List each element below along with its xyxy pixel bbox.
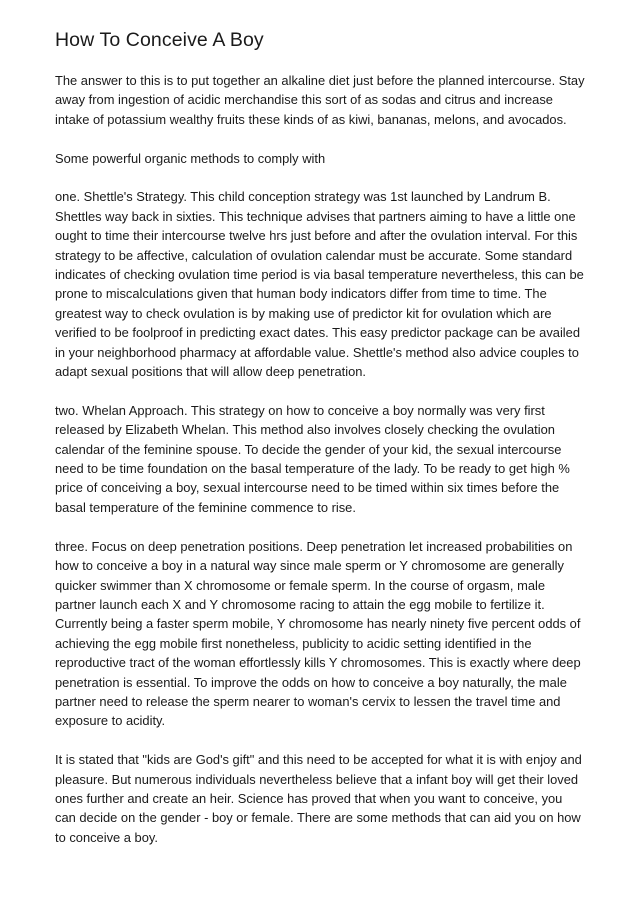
text-line: pleasure. But numerous individuals nevertheless believe that a infant boy will get their loved — [55, 771, 579, 787]
text-line: Shettles way back in sixties. This technique advises that partners aiming to have a little one — [55, 208, 576, 224]
text-line: need to be time foundation on the basal temperature of the lady. To be ready to get high % — [55, 461, 570, 477]
text-line: The answer to this is to put together an alkaline diet just before the planned intercourse. Stay — [55, 73, 585, 88]
text-line: It is stated that "kids are God's gift" and this need to be accepted for what it is with enjoy and — [55, 752, 582, 768]
text-line: quicker swimmer than X chromosome or female sperm. In the course of orgasm, male — [55, 577, 546, 593]
text-line: in your neighborhood pharmacy at affordable value. Shettle's method also advice couples to — [55, 344, 579, 360]
text-line: price of conceiving a boy, sexual intercourse need to be timed within six times before the — [55, 480, 560, 496]
text-line: exposure to acidity. — [55, 713, 166, 729]
text-line: away from ingestion of acidic merchandise this sort of as sodas and citrus and increase — [55, 92, 553, 108]
text-line: adapt sexual positions that will allow deep penetration. — [55, 364, 367, 380]
text-line: to conceive a boy. — [55, 829, 158, 845]
text-line: how to conceive a boy in a natural way since male sperm or Y chromosome are generally — [55, 558, 564, 574]
document-body — [55, 71, 603, 847]
text-line: intake of potassium wealthy fruits these kinds of as kiwi, bananas, melons, and avocados. — [55, 111, 567, 127]
text-line: two. Whelan Approach. This strategy on how to conceive a boy normally was very first — [55, 402, 545, 418]
text-line: partner launch each X and Y chromosome racing to attain the egg mobile to fertilize it. — [55, 596, 545, 612]
text-line: prone to miscalculations given that human body indicators differ from time to time. The — [55, 286, 547, 302]
text-line: can decide on the gender - boy or female. There are some methods that can aid you on how — [55, 810, 581, 826]
text-line: calendar of the feminine spouse. To decide the gender of your kid, the sexual intercourse — [55, 441, 562, 457]
text-line: three. Focus on deep penetration positions. Deep penetration let increased probabilities on — [55, 538, 573, 554]
text-line: penetration is essential. To improve the odds on how to conceive a boy naturally, the male — [55, 674, 567, 690]
paragraph — [55, 149, 603, 168]
text-line: strategy to be affective, calculation of ovulation calendar must be accurate. Some standard — [55, 247, 573, 263]
document-title: How To Conceive A Boy — [55, 29, 264, 51]
paragraph — [55, 401, 603, 517]
text-line: achieving the egg mobile first nonetheless, publicity to acidic setting identified in the — [55, 635, 532, 651]
paragraph — [55, 537, 603, 731]
text-line: Some powerful organic methods to comply with — [55, 150, 326, 166]
text-line: ought to time their intercourse twelve hrs just before and after the ovulation interval. For this — [55, 228, 578, 244]
text-line: reproductive tract of the woman effortlessly kills Y chromosomes. This is exactly where deep — [55, 655, 581, 671]
text-line: verified to be foolproof in predicting exact dates. This easy predictor package can be availed — [55, 325, 581, 341]
text-line: indicates of checking ovulation time period is via basal temperature nevertheless, this can be — [55, 267, 584, 283]
paragraph — [55, 750, 603, 847]
text-line: basal temperature of the feminine commence to rise. — [55, 499, 356, 515]
text-line: released by Elizabeth Whelan. This method also involves closely checking the ovulation — [55, 422, 555, 438]
text-line: partner need to release the sperm nearer to woman's cervix to lessen the travel time and — [55, 693, 561, 709]
paragraph — [55, 187, 603, 381]
paragraph — [55, 71, 603, 129]
text-line: one. Shettle's Strategy. This child conception strategy was 1st launched by Landrum B. — [55, 189, 551, 205]
text-line: greatest way to check ovulation is by making use of predictor kit for ovulation which are — [55, 305, 552, 321]
text-line: ones further and create an heir. Science has proved that when you want to conceive, you — [55, 790, 563, 806]
text-line: Currently being a faster sperm mobile, Y chromosome has nearly ninety five percent odds of — [55, 616, 581, 632]
document-page — [55, 28, 603, 867]
